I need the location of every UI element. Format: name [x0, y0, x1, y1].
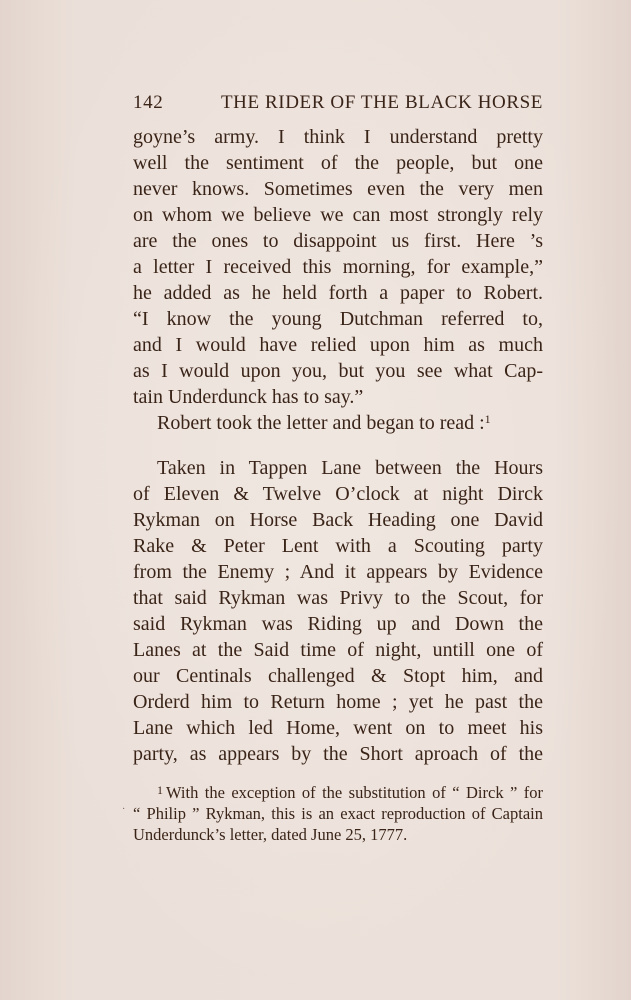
text-line: and I would have relied upon him as much: [133, 334, 543, 356]
body-text: [133, 124, 543, 436]
letter-line: from the Enemy ; And it appears by Evidence: [133, 561, 543, 583]
text-line: are the ones to disappoint us first. Here ’s: [133, 230, 543, 252]
letter-line: that said Rykman was Privy to the Scout, for: [133, 587, 543, 609]
stray-ink-mark: ·: [122, 804, 126, 815]
letter-line: Rykman on Horse Back Heading one David: [133, 509, 543, 531]
running-title: THE RIDER OF THE BLACK HORSE: [220, 92, 543, 113]
text-line: a letter I received this morning, for example,”: [133, 256, 543, 278]
footnote-mark: 1: [157, 783, 163, 797]
page-number: 142: [133, 92, 164, 113]
text-line: on whom we believe we can most strongly rely: [133, 204, 543, 226]
letter-line: said Rykman was Riding up and Down the: [133, 613, 543, 635]
footnote-line: Underdunck’s letter, dated June 25, 1777.: [133, 825, 408, 844]
footnote-line: “ Philip ” Rykman, this is an exact reproduction of Captain: [133, 804, 543, 823]
text-line: he added as he held forth a paper to Robert.: [133, 282, 543, 304]
letter-line: Taken in Tappen Lane between the Hours: [157, 457, 543, 479]
footnote-line: [133, 782, 543, 803]
letter-line: our Centinals challenged & Stopt him, and: [133, 665, 543, 687]
paragraph-line: [133, 410, 543, 436]
footnote-reference: 1: [484, 412, 491, 426]
footnote-text: With the exception of the substitution of “ Dirck ” for: [166, 783, 543, 802]
text-line: goyne’s army. I think I understand pretty: [133, 126, 543, 148]
letter-line: party, as appears by the Short aproach of the: [133, 743, 543, 765]
text-line: never knows. Sometimes even the very men: [133, 178, 543, 200]
text-line: “I know the young Dutchman referred to,: [133, 308, 543, 330]
running-head: [133, 92, 543, 114]
footnote: [133, 782, 543, 845]
text-line: well the sentiment of the people, but one: [133, 152, 543, 174]
text-line: tain Underdunck has to say.”: [133, 386, 364, 408]
letter-line: Lanes at the Said time of night, untill one of: [133, 639, 543, 661]
paragraph-text: Robert took the letter and began to read :: [157, 412, 485, 434]
letter-line: of Eleven & Twelve O’clock at night Dirck: [133, 483, 543, 505]
letter-line: Rake & Peter Lent with a Scouting party: [133, 535, 543, 557]
text-line: as I would upon you, but you see what Cap-: [133, 360, 543, 382]
letter-line: Lane which led Home, went on to meet his: [133, 717, 543, 739]
letter-line: Orderd him to Return home ; yet he past the: [133, 691, 543, 713]
quoted-letter: [133, 455, 543, 767]
